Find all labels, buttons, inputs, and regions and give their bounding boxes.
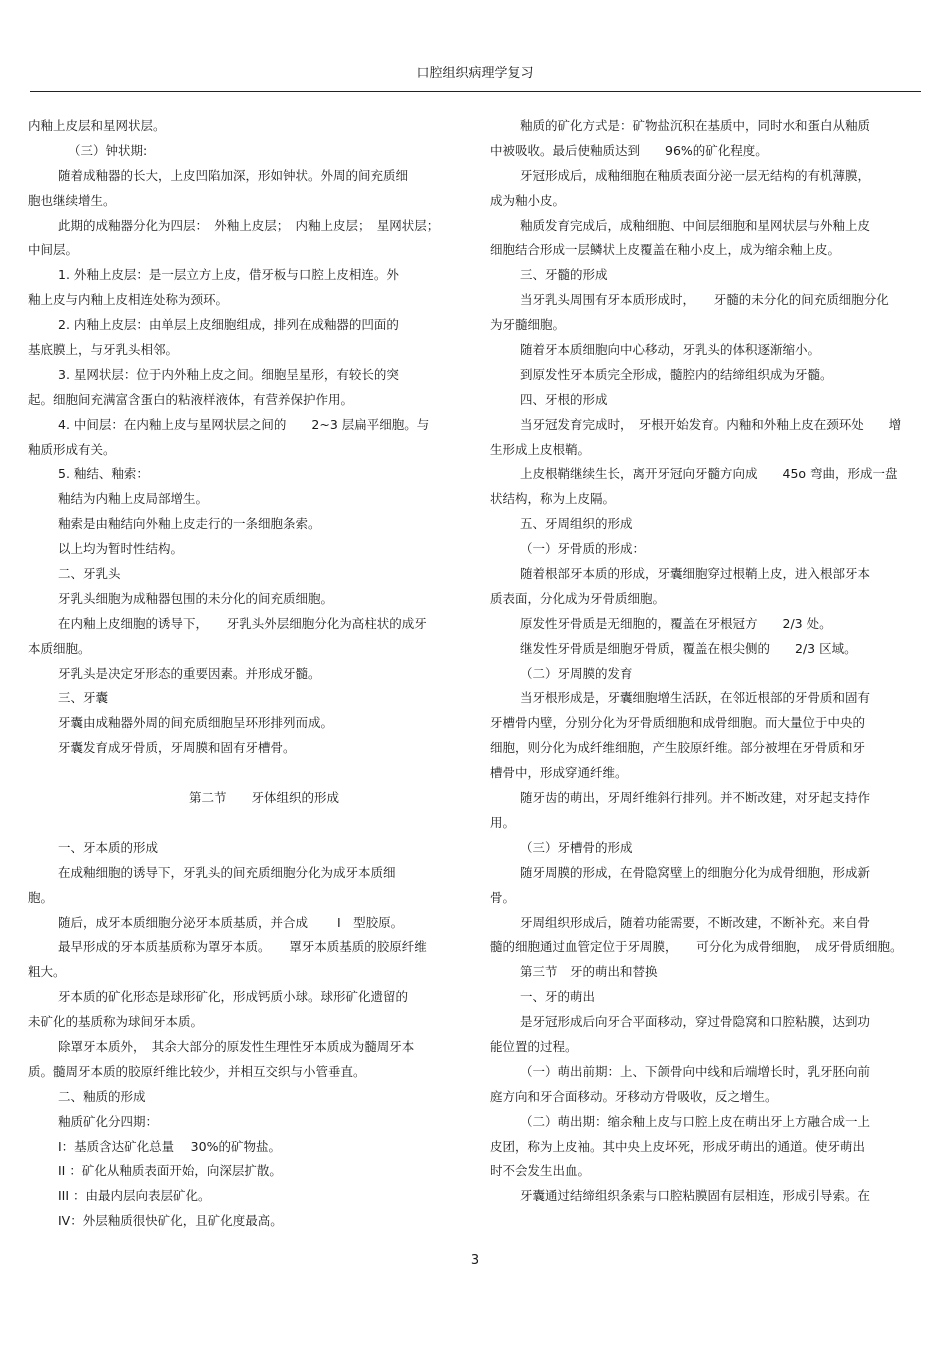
text-line: 当牙冠发育完成时， 牙根开始发育。内釉和外釉上皮在颈环处 增 xyxy=(520,416,902,432)
text-line: 上皮根鞘继续生长，离开牙冠向牙髓方向成 45o 弯曲，形成一盘 xyxy=(520,466,898,482)
text-line: 为牙髓细胞。 xyxy=(490,317,566,333)
text-line: 胞。 xyxy=(28,889,54,905)
text-line: （一）萌出前期：上、下颌骨向中线和后端增长时，乳牙胚向前 xyxy=(520,1063,871,1079)
section-title: 第二节 牙体组织的形成 xyxy=(188,790,339,806)
text-line: 釉质形成有关。 xyxy=(28,441,116,457)
text-line: 粗大。 xyxy=(28,964,66,980)
text-line: 细胞结合形成一层鳞状上皮覆盖在釉小皮上，成为缩余釉上皮。 xyxy=(490,242,841,258)
text-line: 釉结为内釉上皮局部增生。 xyxy=(58,491,209,507)
text-line: 状结构，称为上皮隔。 xyxy=(490,491,616,507)
text-line: 牙乳头细胞为成釉器包围的未分化的间充质细胞。 xyxy=(58,590,334,606)
text-line: 三、牙髓的形成 xyxy=(520,267,608,283)
text-line: 当牙乳头周围有牙本质形成时， 牙髓的未分化的间充质细胞分化 xyxy=(520,292,889,308)
text-line: （三）钟状期: xyxy=(68,142,148,158)
text-line: 牙周组织形成后，随着功能需要，不断改建，不断补充。来自骨 xyxy=(520,914,871,930)
text-line: 随牙周膜的形成，在骨隐窝壁上的细胞分化为成骨细胞，形成新 xyxy=(520,864,871,880)
text-line: 牙囊通过结缔组织条索与口腔粘膜固有层相连，形成引导索。在 xyxy=(520,1188,871,1204)
text-line: 四、牙根的形成 xyxy=(520,391,608,407)
text-line: 一、牙本质的形成 xyxy=(58,839,159,855)
text-line: 骨。 xyxy=(490,889,516,905)
text-line: 基底膜上，与牙乳头相邻。 xyxy=(28,342,179,358)
text-line: 中被吸收。最后使釉质达到 96%的矿化程度。 xyxy=(490,142,768,158)
text-line: 胞也继续增生。 xyxy=(28,192,116,208)
text-line: 釉质矿化分四期： xyxy=(58,1113,159,1129)
text-line: I：基质含达矿化总量 30%的矿物盐。 xyxy=(58,1138,281,1154)
text-line: 釉质发育完成后，成釉细胞、中间层细胞和星网状层与外釉上皮 xyxy=(520,217,871,233)
text-line: 内釉上皮层和星网状层。 xyxy=(28,118,166,133)
text-line: 二、釉质的形成 xyxy=(58,1088,146,1104)
text-line: 2. 内釉上皮层：由单层上皮细胞组成，排列在成釉器的凹面的 xyxy=(58,317,399,333)
text-line: （三）牙槽骨的形成 xyxy=(520,839,633,855)
text-line: 牙本质的矿化形态是球形矿化，形成钙质小球。球形矿化遗留的 xyxy=(58,989,409,1005)
text-line: 时不会发生出血。 xyxy=(490,1163,591,1179)
text-line: 五、牙周组织的形成 xyxy=(520,516,633,532)
page-number: 3 xyxy=(470,1253,480,1268)
text-line: 用。 xyxy=(490,814,516,830)
text-line: 到原发性牙本质完全形成，髓腔内的结缔组织成为牙髓。 xyxy=(520,366,833,382)
text-line: （一）牙骨质的形成： xyxy=(520,541,646,557)
text-line: 皮团，称为上皮袖。其中央上皮坏死，形成牙萌出的通道。使牙萌出 xyxy=(490,1138,866,1154)
text-line: 随着牙本质细胞向中心移动，牙乳头的体积逐渐缩小。 xyxy=(520,342,821,358)
text-line: III ：由最内层向表层矿化。 xyxy=(58,1188,211,1204)
text-line: 原发性牙骨质是无细胞的，覆盖在牙根冠方 2/3 处。 xyxy=(520,615,832,631)
text-line: 三、牙囊 xyxy=(58,690,109,706)
text-line: 二、牙乳头 xyxy=(58,566,121,582)
text-line: 3. 星网状层：位于内外釉上皮之间。细胞呈星形，有较长的突 xyxy=(58,366,399,382)
text-line: 中间层。 xyxy=(28,242,79,258)
text-line: 是牙冠形成后向牙合平面移动，穿过骨隐窝和口腔粘膜，达到功 xyxy=(520,1014,871,1030)
text-line: 牙乳头是决定牙形态的重要因素。并形成牙髓。 xyxy=(58,665,321,681)
text-line: 随着根部牙本质的形成，牙囊细胞穿过根鞘上皮，进入根部牙本 xyxy=(520,566,871,582)
text-line: 随后，成牙本质细胞分泌牙本质基质，并合成 I 型胶原。 xyxy=(58,914,404,930)
text-line: 髓的细胞通过血管定位于牙周膜， 可分化为成骨细胞， 成牙骨质细胞。 xyxy=(490,939,903,955)
text-line: 5. 釉结、釉索： xyxy=(58,466,149,482)
blank-line xyxy=(28,761,460,786)
text-line: 釉质的矿化方式是：矿物盐沉积在基质中，同时水和蛋白从釉质 xyxy=(520,118,871,133)
text-line: 庭方向和牙合面移动。牙移动方骨吸收，反之增生。 xyxy=(490,1088,778,1104)
text-line: 1. 外釉上皮层：是一层立方上皮，借牙板与口腔上皮相连。外 xyxy=(58,267,399,283)
text-line: 牙囊发育成牙骨质，牙周膜和固有牙槽骨。 xyxy=(58,740,296,756)
text-line: 随着成釉器的长大，上皮凹陷加深，形如钟状。外周的间充质细 xyxy=(58,167,409,183)
blank-line xyxy=(28,811,460,836)
text-line: 最早形成的牙本质基质称为罩牙本质。 罩牙本质基质的胶原纤维 xyxy=(58,939,427,955)
text-line: 釉索是由釉结向外釉上皮走行的一条细胞条索。 xyxy=(58,516,321,532)
text-line: 一、牙的萌出 xyxy=(520,989,596,1005)
header-divider xyxy=(30,91,921,92)
text-line: （二）萌出期：缩余釉上皮与口腔上皮在萌出牙上方融合成一上 xyxy=(520,1113,871,1129)
right-text-column xyxy=(490,114,925,1209)
text-line: 在成釉细胞的诱导下，牙乳头的间充质细胞分化为成牙本质细 xyxy=(58,864,396,880)
text-line: 起。细胞间充满富含蛋白的粘液样液体，有营养保护作用。 xyxy=(28,391,354,407)
text-line: IV：外层釉质很快矿化，且矿化度最高。 xyxy=(58,1213,283,1229)
text-line: 当牙根形成是，牙囊细胞增生活跃，在邻近根部的牙骨质和固有 xyxy=(520,690,871,706)
text-line: 第三节 牙的萌出和替换 xyxy=(520,964,658,980)
text-line: 除罩牙本质外， 其余大部分的原发性生理性牙本质成为髓周牙本 xyxy=(58,1038,415,1054)
text-line: 以上均为暂时性结构。 xyxy=(58,541,184,557)
text-line: 4. 中间层：在内釉上皮与星网状层之间的 2~3 层扁平细胞。与 xyxy=(58,416,430,432)
text-line: II ：矿化从釉质表面开始，向深层扩散。 xyxy=(58,1163,282,1179)
text-line: 生形成上皮根鞘。 xyxy=(490,441,591,457)
text-line: 在内釉上皮细胞的诱导下， 牙乳头外层细胞分化为高柱状的成牙 xyxy=(58,615,427,631)
left-text-column xyxy=(28,114,460,1234)
text-line: 细胞，则分化为成纤维细胞，产生胶原纤维。部分被埋在牙骨质和牙 xyxy=(490,740,866,756)
text-line: 能位置的过程。 xyxy=(490,1038,578,1054)
page-header-title: 口腔组织病理学复习 xyxy=(416,66,534,81)
text-line: 槽骨中，形成穿通纤维。 xyxy=(490,765,628,781)
text-line: 釉上皮与内釉上皮相连处称为颈环。 xyxy=(28,292,229,308)
text-line: （二）牙周膜的发育 xyxy=(520,665,633,681)
text-line: 牙槽骨内壁，分别分化为牙骨质细胞和成骨细胞。而大量位于中央的 xyxy=(490,715,866,731)
text-line: 牙囊由成釉器外周的间充质细胞呈环形排列而成。 xyxy=(58,715,334,731)
text-line: 成为釉小皮。 xyxy=(490,192,566,208)
text-line: 继发性牙骨质是细胞牙骨质，覆盖在根尖侧的 2/3 区域。 xyxy=(520,640,857,656)
text-line: 牙冠形成后，成釉细胞在釉质表面分泌一层无结构的有机薄膜， xyxy=(520,167,871,183)
text-line: 此期的成釉器分化为四层： 外釉上皮层； 内釉上皮层； 星网状层； xyxy=(58,217,440,233)
text-line: 本质细胞。 xyxy=(28,640,91,656)
text-line: 质。髓周牙本质的胶原纤维比较少，并相互交织与小管垂直。 xyxy=(28,1063,366,1079)
text-line: 质表面，分化成为牙骨质细胞。 xyxy=(490,590,666,606)
text-line: 未矿化的基质称为球间牙本质。 xyxy=(28,1014,204,1030)
text-line: 随牙齿的萌出，牙周纤维斜行排列。并不断改建，对牙起支持作 xyxy=(520,790,871,806)
